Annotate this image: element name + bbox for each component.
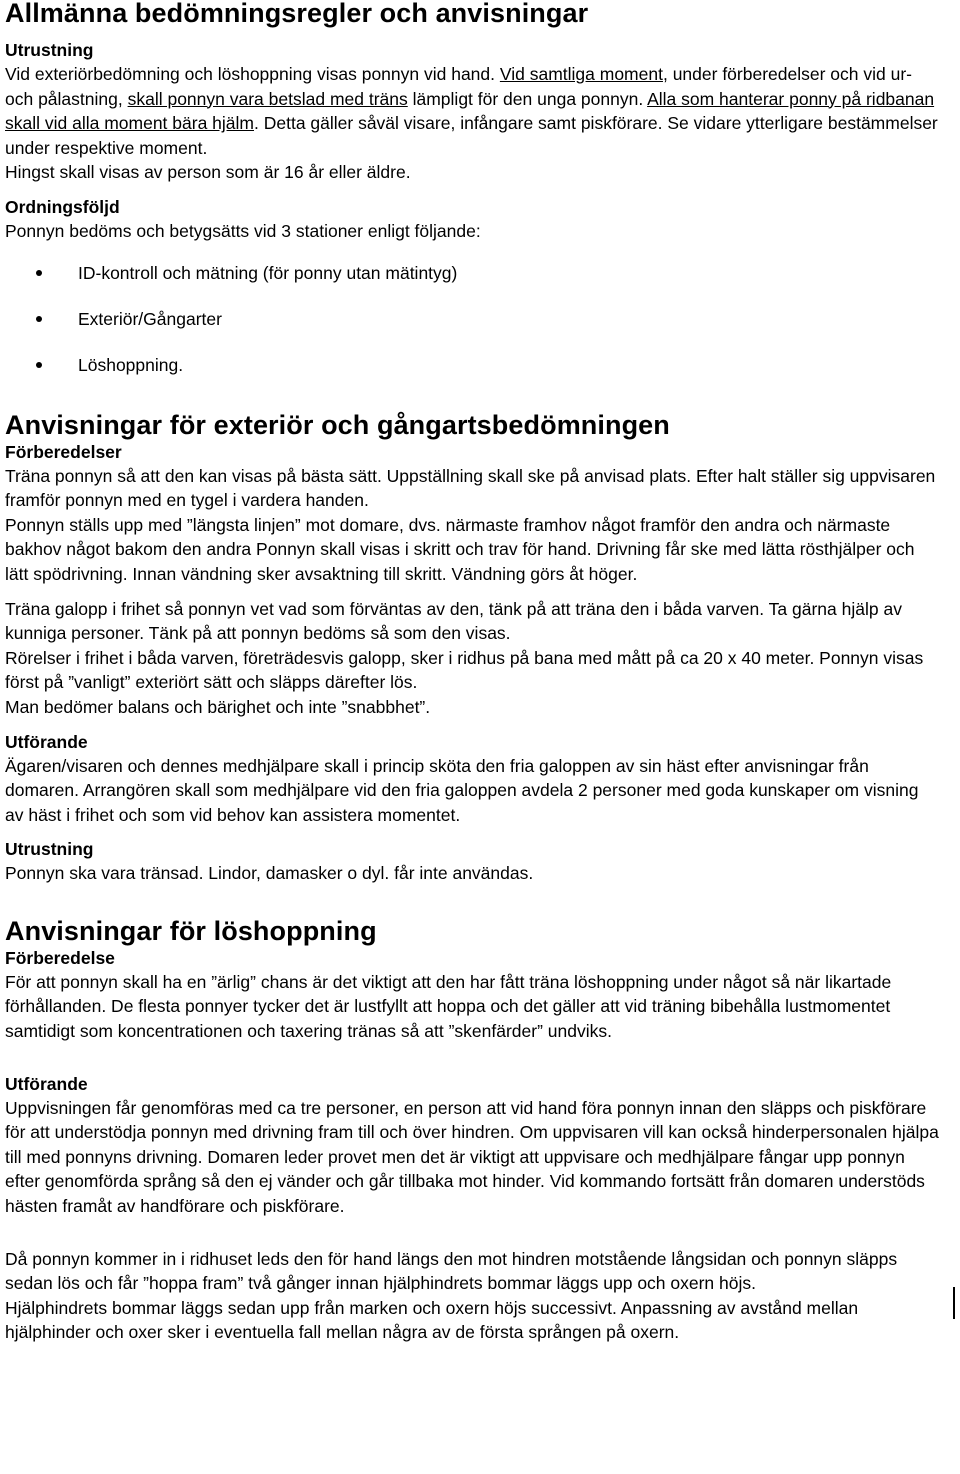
paragraph-prep-2: Ponnyn ställs upp med ”längsta linjen” mot domare, dvs. närmaste framhov något framför den andra och närmaste bakhov något bakom den andra Ponnyn skall visas i skritt och trav för hand. Drivning får ske med lätta rösthjälper och lätt spödrivning. Innan vändning sker avsaktning till skritt. Vändning görs åt höger. (5, 514, 915, 584)
list-item (5, 298, 940, 344)
text-run: Vid exteriörbedömning och löshoppning visas ponnyn vid hand. (5, 64, 500, 84)
heading-execution: Utförande (5, 731, 88, 752)
heading-equipment: Utrustning (5, 40, 94, 60)
document-page (5, 0, 940, 1345)
underlined-text: Alla som hanterar ponny på ridbanan skall vid alla moment bära hjälm (5, 88, 935, 134)
heading-preparations: Förberedelser (5, 441, 122, 462)
paragraph-prep-5: Man bedömer balans och bärighet och inte ”snabbhet”. (5, 696, 431, 717)
paragraph-jump-helper: Hjälphindrets bommar läggs sedan upp från marken och oxern höjs successivt. Anpassning av avstånd mellan hjälphinder och oxer sker i eventuella fall mellan några av de första sprången på oxern. (5, 1297, 859, 1343)
paragraph-prep-4: Rörelser i frihet i båda varven, företrädesvis galopp, sker i ridhus på bana med mått på ca 20 x 40 meter. Ponnyn visas först på ”vanligt” exteriört sätt och släpps därefter lös. (5, 647, 924, 693)
paragraph-jump-execution: Uppvisningen får genomföras med ca tre personer, en person att vid hand föra ponnyn innan den släpps och piskförare för att understödja ponnyn med drivning fram till och över hindren. Om uppvisaren vill kan också hinderpersonalen hjälpa till med ponnyns drivning. Domaren leder provet men det är viktigt att uppvisare och medhjälpare fångar upp ponnyn efter genomförda språng så den ej vänder och går tillbaka mot hinder. Vid kommando fortsätt från domaren understöds hästen framåt av handförare och piskförare. (5, 1097, 939, 1217)
paragraph-order-intro: Ponnyn bedöms och betygsätts vid 3 stationer enligt följande: (5, 220, 481, 241)
paragraph-stallion-rule: Hingst skall visas av person som är 16 år eller äldre. (5, 162, 411, 183)
list-item (5, 252, 940, 298)
text-run: lämpligt för den unga ponnyn. (407, 88, 648, 109)
section-title-general-rules: Allmänna bedömningsregler och anvisningar (5, 0, 589, 28)
section-title-conformation-gaits: Anvisningar för exteriör och gångartsbedömningen (5, 409, 670, 440)
bullet-icon (36, 270, 42, 276)
list-item-text: Exteriör/Gångarter (78, 308, 222, 329)
paragraph-equipment-2: Ponnyn ska vara tränsad. Lindor, damasker o dyl. får inte användas. (5, 863, 534, 884)
underlined-text: Vid samtliga moment (499, 64, 663, 84)
paragraph-jump-entry: Då ponnyn kommer in i ridhuset leds den för hand längs den mot hindren motstående långsidan och ponnyn släpps sedan lös och får ”hoppa fram” två gånger innan hjälphindrets bommar läggs upp och oxern höjs. (5, 1248, 898, 1294)
bullet-icon (36, 316, 42, 322)
paragraph-equipment (5, 62, 940, 160)
paragraph-execution: Ägaren/visaren och dennes medhjälpare skall i princip sköta den fria galoppen av sin häst efter anvisningar från domaren. Arrangören skall som medhjälpare vid den fria galoppen avdela 2 personer med goda kunskaper om visning av häst i frihet och som vid behov kan assistera momentet. (5, 755, 919, 825)
paragraph-prep-3: Träna galopp i frihet så ponnyn vet vad som förväntas av den, tänk på att träna den i båda varven. Ta gärna hjälp av kunniga personer. Tänk på att ponnyn bedöms så som den visas. (5, 598, 902, 644)
station-list (5, 252, 940, 390)
list-item (5, 344, 940, 390)
paragraph-prep-1: Träna ponnyn så att den kan visas på bästa sätt. Uppställning skall ske på anvisad plats. Efter halt ställer sig uppvisaren framför ponnyn med en tygel i vardera handen. (5, 465, 936, 511)
list-item-text: ID-kontroll och mätning (för ponny utan mätintyg) (78, 262, 458, 283)
heading-equipment-2: Utrustning (5, 839, 94, 860)
list-item-text: Löshoppning. (78, 354, 184, 375)
text-run: . Detta gäller såväl visare, infångare samt piskförare. Se vidare ytterligare bestämmelser under respektive moment. (5, 113, 938, 158)
heading-execution-2: Utförande (5, 1073, 88, 1094)
revision-change-bar (953, 1287, 955, 1319)
section-title-free-jumping: Anvisningar för löshoppning (5, 915, 377, 946)
text-run: , under förberedelser och vid ur- och pålastning, (5, 64, 912, 109)
underlined-text: skall ponnyn vara betslad med träns (127, 88, 408, 109)
heading-preparation: Förberedelse (5, 947, 115, 968)
bullet-icon (36, 362, 42, 368)
heading-order: Ordningsföljd (5, 196, 120, 217)
paragraph-jump-prep: För att ponnyn skall ha en ”ärlig” chans är det viktigt att den har fått träna löshoppning under något så när likartade förhållanden. De flesta ponnyer tycker det är lustfyllt att hoppa och det gäller att vid träning bibehålla lustmomentet samtidigt som koncentrationen och taxering tränas så att ”skenfärder” undviks. (5, 971, 892, 1042)
